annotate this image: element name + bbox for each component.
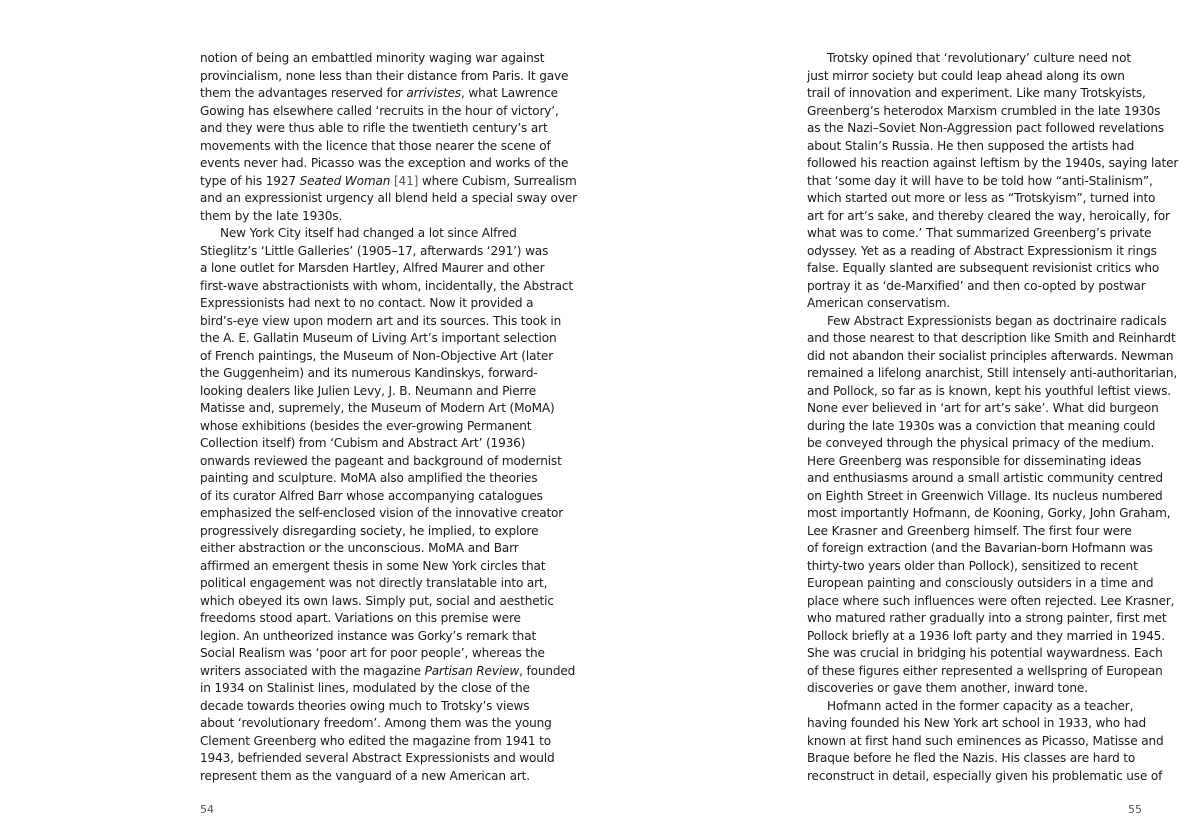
text-run: thirty-two years older than Pollock), sensitized to recent [807, 558, 1138, 573]
text-line [807, 365, 1178, 383]
text-run: She was crucial in bridging his potential waywardness. Each [807, 646, 1163, 660]
text-run: affirmed an emergent thesis in some New York circles that [200, 558, 546, 573]
text-line [807, 540, 1153, 558]
text-line [807, 558, 1139, 576]
text-line [807, 680, 1139, 698]
text-run: odyssey. Yet as a reading of Abstract Expressionism it rings [807, 243, 1157, 258]
text-run: discoveries or gave them another, inward tone. [807, 681, 1088, 695]
text-line [807, 470, 1163, 488]
text-line [200, 260, 545, 278]
text-run: false. Equally slanted are subsequent revisionist critics who [807, 261, 1160, 275]
text-run: about Stalin’s Russia. He then supposed the artists had [807, 138, 1135, 153]
text-run: , founded [519, 663, 576, 678]
text-line [200, 488, 543, 506]
text-run: and they were thus able to rifle the twentieth century’s art [200, 121, 548, 135]
text-line [200, 365, 540, 383]
text-run: art for art’s sake, and thereby cleared the way, heroically, for [807, 208, 1170, 223]
text-line [200, 173, 577, 191]
text-run: Gowing has elsewhere called ‘recruits in the hour of victory’, [200, 103, 559, 118]
text-line [200, 663, 576, 681]
text-line [807, 523, 1139, 541]
text-line [807, 733, 1164, 751]
text-line [807, 628, 1165, 646]
text-line [807, 645, 1163, 663]
text-run: movements with the licence that those nearer the scene of [200, 138, 551, 153]
text-line [807, 120, 1165, 138]
text-line [807, 663, 1163, 681]
text-run: as the Nazi–Soviet Non-Aggression pact followed revelations [807, 121, 1165, 135]
text-line [807, 260, 1160, 278]
text-run: which started out more or less as “Trotskyism”, turned into [807, 191, 1156, 205]
text-line [200, 418, 540, 436]
left-text-column [200, 50, 577, 785]
text-run: , what Lawrence [460, 86, 558, 100]
text-run: either abstraction or the unconscious. MoMA and Barr [200, 541, 519, 555]
text-line [807, 383, 1171, 401]
text-line [807, 225, 1152, 243]
text-line [807, 173, 1153, 191]
text-run: portray it as ‘de-Marxified’ and then co-opted by postwar [807, 278, 1146, 293]
text-line [807, 50, 1139, 68]
text-line [200, 400, 555, 418]
text-run: bird’s-eye view upon modern art and its sources. This took in [200, 313, 562, 328]
text-run: Here Greenberg was responsible for disseminating ideas [807, 453, 1142, 468]
text-line [200, 750, 555, 768]
text-line [807, 400, 1159, 418]
text-line [200, 243, 549, 261]
italic-title: Partisan Review [424, 663, 520, 678]
page-number-left: 54 [200, 803, 214, 816]
text-run: Matisse and, supremely, the Museum of Modern Art (MoMA) [200, 401, 555, 415]
text-run: Expressionists had next to no contact. Now it provided a [200, 296, 534, 310]
text-run: type of his 1927 [200, 173, 300, 188]
text-run: Collection itself) from ‘Cubism and Abstract Art’ (1936) [200, 436, 526, 450]
text-line [807, 593, 1175, 611]
text-run: and an expressionist urgency all blend held a special sway over [200, 191, 577, 205]
text-line [200, 645, 545, 663]
text-line [807, 348, 1174, 366]
text-run: just mirror society but could leap ahead along its own [807, 68, 1125, 83]
text-line [200, 50, 545, 68]
text-run: Trotsky opined that ‘revolutionary’ culture need not [827, 51, 1131, 65]
text-line [200, 593, 554, 611]
text-run: during the late 1930s was a conviction that meaning could [807, 418, 1156, 433]
text-line [200, 680, 540, 698]
text-run: events never had. Picasso was the exception and works of the [200, 156, 569, 170]
text-run: Stieglitz’s ‘Little Galleries’ (1905–17, afterwards ‘291’) was [200, 243, 549, 258]
text-run: provincialism, none less than their distance from Paris. It gave [200, 68, 569, 83]
text-line [200, 383, 540, 401]
text-run: them the advantages reserved for [200, 86, 407, 100]
text-line [200, 120, 548, 138]
text-line [807, 488, 1163, 506]
text-line [200, 85, 558, 103]
text-line [200, 68, 569, 86]
text-run: remained a lifelong anarchist, Still intensely anti-authoritarian, [807, 366, 1178, 380]
text-line [200, 295, 540, 313]
text-run: reconstruct in detail, especially given his problematic use of [807, 768, 1163, 783]
text-run: about ‘revolutionary freedom’. Among them was the young [200, 716, 552, 730]
text-line [200, 610, 540, 628]
text-run: decade towards theories owing much to Trotsky’s views [200, 698, 530, 713]
text-line [200, 155, 569, 173]
right-page [600, 0, 1200, 840]
text-run: represent them as the vanguard of a new American art. [200, 768, 530, 783]
text-line [200, 558, 546, 576]
text-line [200, 278, 573, 296]
text-run: Clement Greenberg who edited the magazine from 1941 to [200, 733, 551, 748]
text-run: Hofmann acted in the former capacity as a teacher, [827, 698, 1134, 713]
text-run: and those nearest to that description like Smith and Reinhardt [807, 331, 1176, 345]
text-line [200, 348, 554, 366]
text-run: on Eighth Street in Greenwich Village. Its nucleus numbered [807, 488, 1163, 503]
text-line [200, 190, 577, 208]
text-run: Few Abstract Expressionists began as doctrinaire radicals [827, 313, 1167, 328]
text-run: and Pollock, so far as is known, kept his youthful leftist views. [807, 383, 1171, 398]
text-line [807, 330, 1176, 348]
text-line [200, 715, 552, 733]
text-run: European painting and consciously outsiders in a time and [807, 576, 1154, 590]
text-line [200, 505, 564, 523]
text-line [200, 330, 557, 348]
text-line [200, 470, 540, 488]
text-run: most importantly Hofmann, de Kooning, Gorky, John Graham, [807, 506, 1171, 520]
text-line [807, 155, 1179, 173]
text-line [200, 628, 540, 646]
italic-title: Seated Woman [299, 173, 391, 188]
text-line [200, 698, 540, 716]
text-line [200, 103, 559, 121]
text-run: Braque before he fled the Nazis. His classes are hard to [807, 751, 1136, 765]
text-run: the A. E. Gallatin Museum of Living Art’s important selection [200, 331, 557, 345]
text-run: which obeyed its own laws. Simply put, social and aesthetic [200, 593, 554, 608]
text-run: 1943, befriended several Abstract Expressionists and would [200, 751, 555, 765]
text-run: that ‘some day it will have to be told how “anti-Stalinism”, [807, 173, 1153, 188]
text-run: place where such influences were often rejected. Lee Krasner, [807, 593, 1175, 608]
text-run: a lone outlet for Marsden Hartley, Alfred Maurer and other [200, 261, 545, 275]
page-number-right: 55 [1128, 803, 1142, 816]
text-run: who matured rather gradually into a strong painter, first met [807, 611, 1167, 625]
text-line [200, 138, 551, 156]
text-run: be conveyed through the physical primacy of the medium. [807, 436, 1155, 450]
text-line [200, 453, 562, 471]
text-run: having founded his New York art school in 1933, who had [807, 716, 1147, 730]
text-run: emphasized the self-enclosed vision of the innovative creator [200, 506, 564, 520]
text-line [807, 295, 1139, 313]
text-line [200, 435, 540, 453]
text-run: where Cubism, Surrealism [418, 173, 577, 188]
text-run: what was to come.’ That summarized Greenberg’s private [807, 226, 1152, 240]
text-line [807, 278, 1146, 296]
text-run: whose exhibitions (besides the ever-growing Permanent [200, 418, 532, 433]
text-line [200, 768, 540, 786]
text-run: Social Realism was ‘poor art for poor people’, whereas the [200, 646, 545, 660]
text-run: Greenberg’s heterodox Marxism crumbled in the late 1930s [807, 103, 1161, 118]
text-line [807, 698, 1139, 716]
text-line [807, 610, 1167, 628]
text-run: New York City itself had changed a lot since Alfred [220, 226, 517, 240]
text-line [807, 453, 1142, 471]
text-line [807, 575, 1154, 593]
text-line [807, 243, 1157, 261]
text-line [807, 418, 1156, 436]
text-run: of these figures either represented a wellspring of European [807, 663, 1163, 678]
text-line [200, 523, 540, 541]
italic-title: arrivistes [406, 86, 461, 100]
text-run: of its curator Alfred Barr whose accompanying catalogues [200, 488, 543, 503]
text-run: notion of being an embattled minority waging war against [200, 51, 545, 65]
text-line [807, 505, 1171, 523]
text-run: first-wave abstractionists with whom, incidentally, the Abstract [200, 278, 573, 293]
text-line [200, 208, 540, 226]
text-line [200, 733, 551, 751]
text-run: Pollock briefly at a 1936 loft party and they married in 1945. [807, 628, 1165, 643]
text-line [807, 435, 1155, 453]
text-run: onwards reviewed the pageant and background of modernist [200, 453, 562, 468]
text-line [807, 103, 1161, 121]
text-run: American conservatism. [807, 296, 951, 310]
text-run: painting and sculpture. MoMA also amplified the theories [200, 471, 538, 485]
text-line [200, 540, 540, 558]
figure-reference: [41] [393, 173, 419, 188]
text-line [200, 575, 548, 593]
text-run: known at first hand such eminences as Picasso, Matisse and [807, 733, 1164, 748]
text-line [807, 715, 1147, 733]
text-run: in 1934 on Stalinist lines, modulated by the close of the [200, 681, 530, 695]
text-run: the Guggenheim) and its numerous Kandinskys, forward- [200, 366, 538, 380]
right-text-column [807, 50, 1179, 785]
text-run: writers associated with the magazine [200, 663, 425, 678]
text-run: looking dealers like Julien Levy, J. B. Neumann and Pierre [200, 383, 536, 398]
text-run: Lee Krasner and Greenberg himself. The first four were [807, 523, 1132, 538]
text-run: freedoms stood apart. Variations on this premise were [200, 611, 521, 625]
text-run: legion. An untheorized instance was Gorky’s remark that [200, 628, 537, 643]
text-run: None ever believed in ‘art for art’s sake’. What did burgeon [807, 401, 1159, 415]
text-run: trail of innovation and experiment. Like many Trotskyists, [807, 86, 1146, 100]
text-run: did not abandon their socialist principles afterwards. Newman [807, 348, 1174, 363]
text-line [807, 208, 1170, 226]
text-run: of French paintings, the Museum of Non-Objective Art (later [200, 348, 554, 363]
text-run: followed his reaction against leftism by the 1940s, saying later [807, 156, 1179, 170]
text-line [807, 768, 1163, 786]
text-run: political engagement was not directly translatable into art, [200, 576, 548, 590]
text-line [807, 750, 1139, 768]
text-run: progressively disregarding society, he implied, to explore [200, 523, 539, 538]
text-run: of foreign extraction (and the Bavarian-born Hofmann was [807, 541, 1153, 555]
text-line [807, 85, 1146, 103]
text-line [807, 313, 1167, 331]
text-line [807, 138, 1139, 156]
text-line [807, 190, 1156, 208]
text-run: them by the late 1930s. [200, 208, 343, 223]
text-line [200, 225, 540, 243]
text-line [200, 313, 562, 331]
text-run: and enthusiasms around a small artistic community centred [807, 471, 1163, 485]
text-line [807, 68, 1139, 86]
